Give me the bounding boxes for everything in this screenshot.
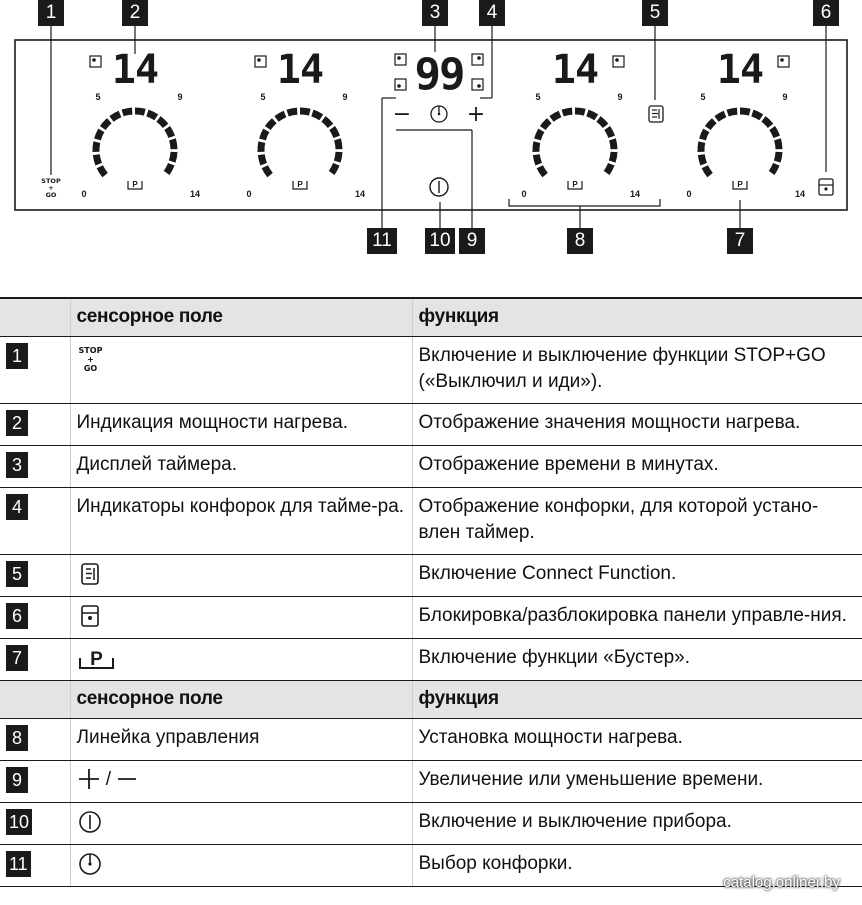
power-slider-segment[interactable] (159, 119, 166, 126)
svg-text:P: P (89, 648, 103, 670)
zone-select-icon (77, 851, 103, 877)
zone-timer-indicator (613, 56, 624, 67)
scale-label-5: 5 (700, 92, 706, 102)
booster-label: P (737, 180, 743, 189)
row-function: Отображение времени в минутах. (412, 445, 862, 487)
booster-button[interactable] (733, 180, 747, 189)
power-slider-segment[interactable] (167, 128, 172, 137)
power-slider-segment[interactable] (112, 114, 121, 119)
row-function: Включение и выключение функции STOP+GO («Выключил и иди»). (412, 336, 862, 403)
scale-label-9: 9 (342, 92, 348, 102)
timer-minus-button[interactable]: − (392, 102, 412, 127)
power-slider-segment[interactable] (703, 130, 707, 139)
power-slider-segment[interactable] (764, 119, 771, 126)
power-slider-segment[interactable] (98, 130, 102, 139)
scale-label-9: 9 (177, 92, 183, 102)
power-slider-segment[interactable] (740, 111, 750, 112)
power-slider-segment[interactable] (778, 139, 780, 149)
scale-label-max: 14 (629, 189, 641, 199)
scale-label-min: 0 (81, 189, 87, 199)
power-slider-segment[interactable] (587, 113, 596, 117)
scale-label-9: 9 (617, 92, 623, 102)
power-slider-segment[interactable] (265, 167, 270, 175)
callout-6: 6 (813, 0, 839, 26)
booster-button[interactable] (293, 180, 307, 189)
timer-block (393, 49, 485, 127)
power-slider-segment[interactable] (612, 152, 614, 162)
plus-minus-icon (77, 769, 139, 790)
scale-label-5: 5 (260, 92, 266, 102)
cooking-zone-4 (686, 47, 805, 199)
booster-button[interactable] (568, 180, 582, 189)
function-table (0, 297, 862, 887)
row-number: 6 (6, 603, 28, 629)
power-slider-segment[interactable] (607, 128, 612, 137)
row-number: 4 (6, 494, 28, 520)
row-number: 1 (6, 343, 28, 369)
power-slider-segment[interactable] (100, 167, 105, 175)
power-slider-segment[interactable] (147, 113, 156, 117)
power-level-display: 14 (716, 47, 764, 93)
callout-4: 4 (479, 0, 505, 26)
cooking-zone-3 (521, 47, 640, 199)
scale-label-min: 0 (246, 189, 252, 199)
power-level-display: 14 (111, 47, 159, 93)
power-slider-segment[interactable] (324, 119, 331, 126)
power-slider-segment[interactable] (701, 155, 703, 165)
timer-display: 99 (414, 49, 464, 100)
callout-7: 7 (727, 228, 753, 254)
power-icon (77, 809, 103, 835)
table-row (0, 445, 862, 487)
stop-go-label-mid: + (48, 184, 54, 192)
callout-8: 8 (567, 228, 593, 254)
row-function: Отображение конфорки, для которой устано-влен таймер. (412, 487, 862, 554)
table-row (0, 554, 862, 596)
header-sensor: сенсорное поле (70, 680, 412, 718)
power-level-display: 14 (551, 47, 599, 93)
row-number: 9 (6, 767, 28, 793)
power-slider-segment[interactable] (312, 113, 321, 117)
callout-10: 10 (425, 228, 455, 254)
power-slider-segment[interactable] (701, 142, 702, 152)
power-slider-segment[interactable] (540, 167, 545, 175)
booster-label: P (132, 180, 138, 189)
power-slider-segment[interactable] (263, 130, 267, 139)
scale-label-max: 14 (189, 189, 201, 199)
booster-label: P (572, 180, 578, 189)
power-slider-segment[interactable] (752, 113, 761, 117)
power-slider-arc[interactable] (261, 111, 339, 175)
watermark: catalog.onliner.by (723, 874, 840, 891)
plus-icon (77, 767, 101, 791)
zone-indicator-top-left (395, 54, 406, 65)
table-row (0, 487, 862, 554)
row-function: Включение Connect Function. (412, 554, 862, 596)
power-slider-segment[interactable] (261, 142, 262, 152)
power-slider-segment[interactable] (543, 121, 550, 128)
callout-11: 11 (367, 228, 397, 254)
callout-1: 1 (38, 0, 64, 26)
callout-2: 2 (122, 0, 148, 26)
power-slider-segment[interactable] (536, 155, 538, 165)
zone-indicator-bottom-left (395, 79, 406, 90)
row-number: 2 (6, 410, 28, 436)
scale-label-min: 0 (686, 189, 692, 199)
power-slider-segment[interactable] (103, 121, 110, 128)
header-sensor: сенсорное поле (70, 298, 412, 336)
power-slider-segment[interactable] (338, 139, 340, 149)
power-slider-segment[interactable] (288, 111, 298, 113)
stop-go-label-top: STOP (41, 177, 61, 185)
power-slider-segment[interactable] (563, 111, 573, 113)
power-slider-arc[interactable] (536, 111, 614, 175)
power-slider-segment[interactable] (705, 167, 710, 175)
power-level-display: 14 (276, 47, 324, 93)
power-slider-arc[interactable] (96, 111, 174, 175)
row-sensor: Индикаторы конфорок для тайме-ра. (70, 487, 412, 554)
power-button[interactable] (430, 178, 448, 196)
power-slider-segment[interactable] (772, 128, 777, 137)
power-slider-segment[interactable] (332, 128, 337, 137)
callout-5: 5 (642, 0, 668, 26)
connect-function-button[interactable] (649, 106, 663, 122)
power-slider-segment[interactable] (172, 152, 174, 162)
zone-select-button[interactable] (431, 106, 447, 122)
row-function: Увеличение или уменьшение времени. (412, 760, 862, 802)
table-row (0, 638, 862, 680)
scale-label-min: 0 (521, 189, 527, 199)
power-slider-segment[interactable] (599, 119, 606, 126)
power-slider-segment[interactable] (708, 121, 715, 128)
power-slider-segment[interactable] (167, 164, 172, 173)
row-function: Выбор конфорки. (412, 844, 862, 886)
row-number: 3 (6, 452, 28, 478)
zone-timer-dot (615, 58, 619, 62)
table-row (0, 336, 862, 403)
table-header (0, 298, 862, 336)
power-slider-segment[interactable] (538, 130, 542, 139)
stop-go-icon: STOP + GO (78, 345, 103, 373)
row-sensor: Линейка управления (70, 718, 412, 760)
power-slider-segment[interactable] (173, 139, 175, 149)
booster-button[interactable] (128, 180, 142, 189)
scale-label-5: 5 (535, 92, 541, 102)
zone-timer-indicator (778, 56, 789, 67)
power-slider-segment[interactable] (261, 155, 263, 165)
power-slider-arc[interactable] (701, 111, 779, 175)
power-slider-segment[interactable] (268, 121, 275, 128)
power-slider-segment[interactable] (552, 114, 561, 119)
booster-label: P (297, 180, 303, 189)
power-slider-segment[interactable] (777, 152, 779, 162)
zone-indicator-bottom-right (472, 79, 483, 90)
row-sensor: Дисплей таймера. (70, 445, 412, 487)
callout-3: 3 (422, 0, 448, 26)
power-slider-segment[interactable] (772, 164, 777, 173)
power-slider-segment[interactable] (123, 111, 133, 113)
table-row (0, 596, 862, 638)
lock-icon (77, 603, 103, 629)
row-number: 8 (6, 725, 28, 751)
power-slider-segment[interactable] (607, 164, 612, 173)
power-slider-segment[interactable] (300, 111, 310, 112)
connect-function-icon (77, 561, 103, 587)
cooking-zone-2 (246, 47, 365, 199)
cooking-zone-1 (81, 47, 200, 199)
power-slider-segment[interactable] (536, 142, 537, 152)
row-function: Отображение значения мощности нагрева. (412, 403, 862, 445)
row-sensor: Индикация мощности нагрева. (70, 403, 412, 445)
power-slider-segment[interactable] (728, 111, 738, 113)
power-slider-segment[interactable] (717, 114, 726, 119)
power-slider-segment[interactable] (135, 111, 145, 112)
slash-separator: / (105, 768, 112, 790)
zone-timer-dot (92, 58, 96, 62)
zone-indicator-top-right (472, 54, 483, 65)
row-number: 10 (6, 809, 32, 835)
zone-timer-dot (780, 58, 784, 62)
stop-go-label-bottom: GO (45, 191, 57, 199)
row-number: 11 (6, 851, 31, 877)
power-slider-segment[interactable] (337, 152, 339, 162)
row-function: Установка мощности нагрева. (412, 718, 862, 760)
power-slider-segment[interactable] (332, 164, 337, 173)
scale-label-9: 9 (782, 92, 788, 102)
scale-label-max: 14 (354, 189, 366, 199)
lock-button[interactable] (819, 179, 833, 195)
row-function: Блокировка/разблокировка панели управле-ния. (412, 596, 862, 638)
callout-9: 9 (459, 228, 485, 254)
table-row (0, 760, 862, 802)
booster-p-icon (77, 645, 117, 671)
stop-go-button[interactable] (41, 177, 61, 199)
timer-plus-button[interactable]: + (466, 102, 486, 127)
power-slider-segment[interactable] (613, 139, 615, 149)
power-slider-segment[interactable] (96, 142, 97, 152)
zone-timer-indicator (255, 56, 266, 67)
row-function: Включение функции «Бустер». (412, 638, 862, 680)
scale-label-max: 14 (794, 189, 806, 199)
zone-timer-indicator (90, 56, 101, 67)
row-number: 7 (6, 645, 28, 671)
row-function: Включение и выключение прибора. (412, 802, 862, 844)
power-slider-segment[interactable] (575, 111, 585, 112)
table-header (0, 680, 862, 718)
minus-icon (116, 767, 138, 791)
header-function: функция (412, 680, 862, 718)
header-function: функция (412, 298, 862, 336)
power-slider-segment[interactable] (96, 155, 98, 165)
table-row (0, 802, 862, 844)
table-row (0, 718, 862, 760)
table-row (0, 403, 862, 445)
row-number: 5 (6, 561, 28, 587)
power-slider-segment[interactable] (277, 114, 286, 119)
zone-timer-dot (257, 58, 261, 62)
scale-label-5: 5 (95, 92, 101, 102)
